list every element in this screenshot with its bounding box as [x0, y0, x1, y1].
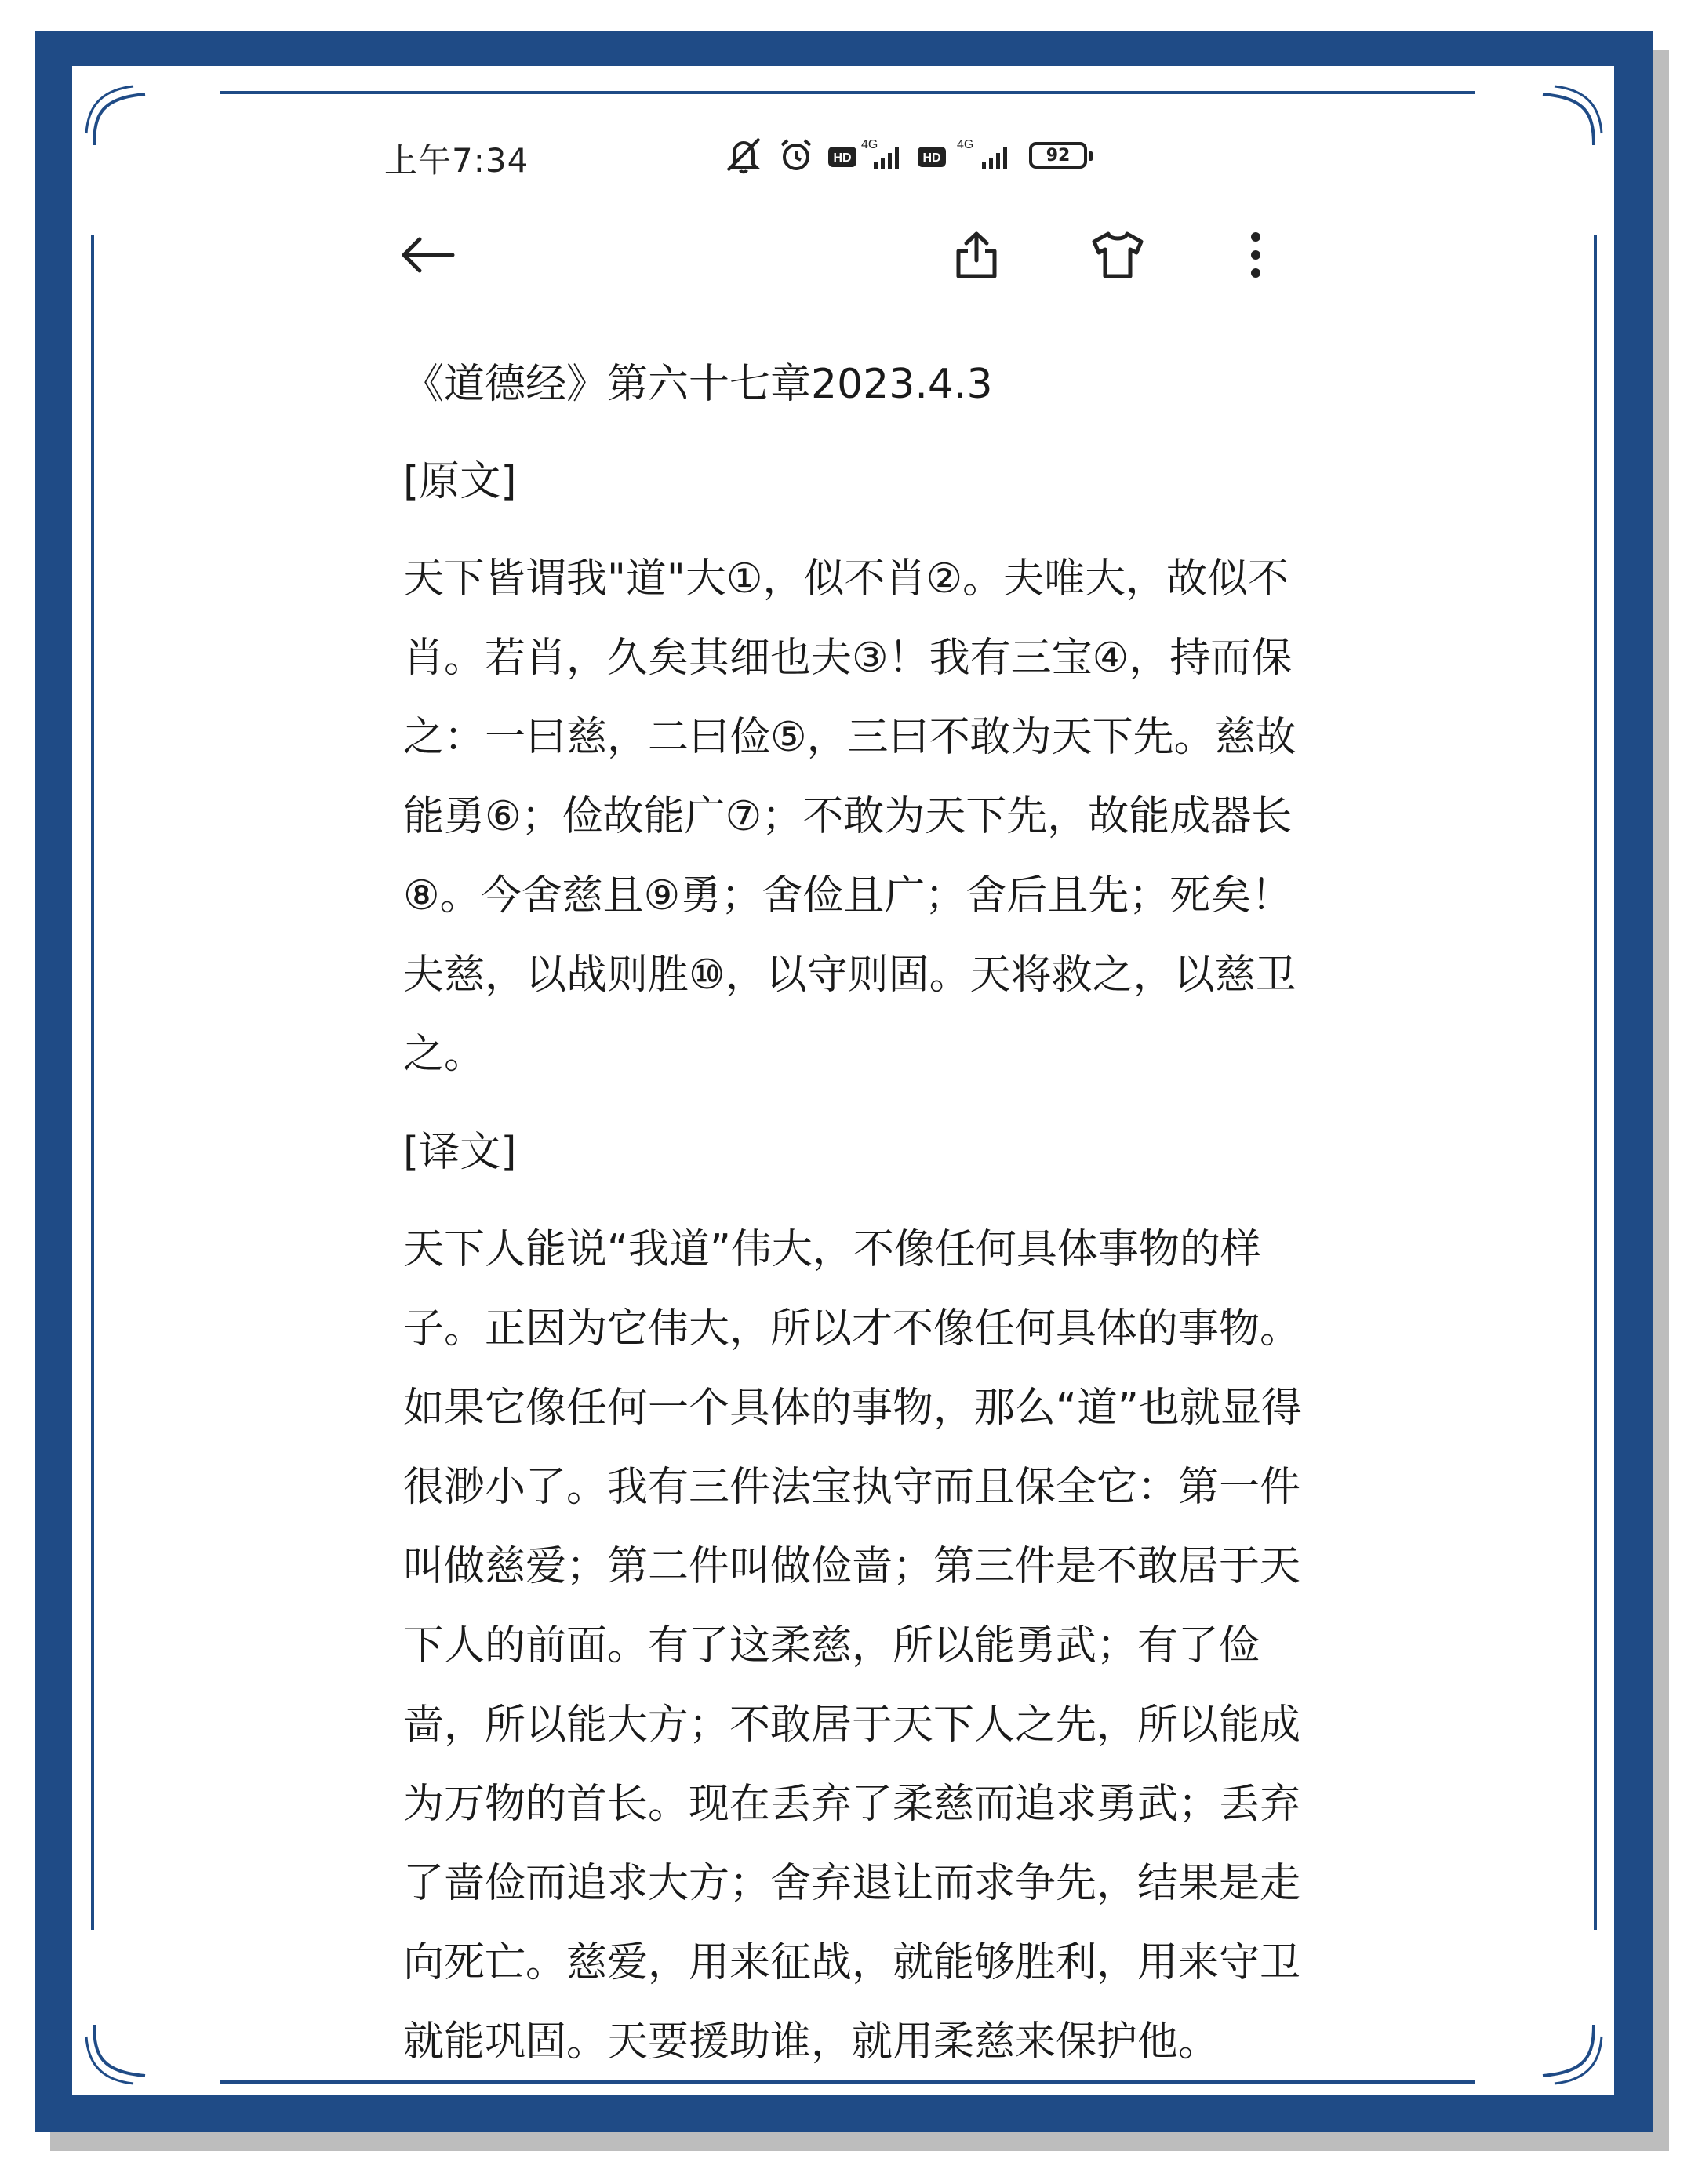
network-label-2: 4G — [957, 138, 974, 151]
original-section-label: [原文] — [403, 458, 517, 505]
mute-bell-icon — [722, 136, 765, 175]
alarm-clock-icon — [776, 136, 816, 175]
tshirt-icon — [1088, 228, 1147, 282]
translation-text: 天下人能说“我道”伟大，不像任何具体事物的样子。正因为它伟大，所以才不像任何具体的事物。如果它像任何一个具体的事物，那么“道”也就显得很渺小了。我有三件法宝执守而且保全它：第一件叫做慈爱；第二件叫做俭啬；第三件是不敢居于天下人的前面。有了这柔慈，所以能勇武；有了俭啬，所以能大方；不敢居于天下人之先，所以能成为万物的首长。现在丢弃了柔慈而追求勇武；丢弃了啬俭而追求大方；舍弃退让而求争先，结果是走向死亡。慈爱，用来征战，就能够胜利，用来守卫就能巩固。天要援助谁，就用柔慈来保护他。 — [403, 1226, 1302, 2066]
status-icons — [722, 132, 1087, 179]
document-content — [403, 345, 1305, 2101]
app-bar — [369, 212, 1322, 298]
document-title: 《道德经》第六十七章2023.4.3 — [403, 361, 993, 408]
more-vertical-icon — [1244, 228, 1267, 282]
frame-line-left — [91, 235, 94, 1930]
signal-hd-4g-icon-2 — [916, 136, 1018, 175]
network-label-1: 4G — [861, 138, 878, 151]
status-time: 上午7:34 — [384, 141, 529, 180]
frame-line-right — [1594, 235, 1597, 1930]
back-button[interactable] — [384, 212, 471, 298]
share-button[interactable] — [933, 212, 1020, 298]
signal-hd-4g-icon — [827, 136, 905, 175]
hd-label-1: HD — [833, 151, 852, 165]
status-bar — [369, 118, 1322, 196]
corner-ornament-top-left — [78, 78, 149, 149]
phone-screen — [369, 118, 1322, 2079]
battery-indicator — [1029, 142, 1087, 169]
translation-section-label: [译文] — [403, 1129, 517, 1176]
corner-ornament-bottom-left — [78, 2021, 149, 2091]
hd-label-2: HD — [922, 151, 941, 165]
arrow-left-icon — [396, 231, 459, 278]
corner-ornament-bottom-right — [1539, 2021, 1609, 2091]
corner-ornament-top-right — [1539, 78, 1609, 149]
more-button[interactable] — [1213, 212, 1299, 298]
share-icon — [949, 228, 1004, 282]
theme-button[interactable] — [1075, 212, 1161, 298]
battery-level: 92 — [1046, 145, 1071, 166]
original-text: 天下皆谓我"道"大①，似不肖②。夫唯大，故似不肖。若肖，久矣其细也夫③！我有三宝④，持而保之：一曰慈，二曰俭⑤，三曰不敢为天下先。慈故能勇⑥；俭故能广⑦；不敢为天下先，故能成器长⑧。今舍慈且⑨勇；舍俭且广；舍后且先；死矣！夫慈，以战则胜⑩，以守则固。天将救之，以慈卫之。 — [403, 555, 1296, 1078]
frame-line-top — [220, 91, 1475, 94]
